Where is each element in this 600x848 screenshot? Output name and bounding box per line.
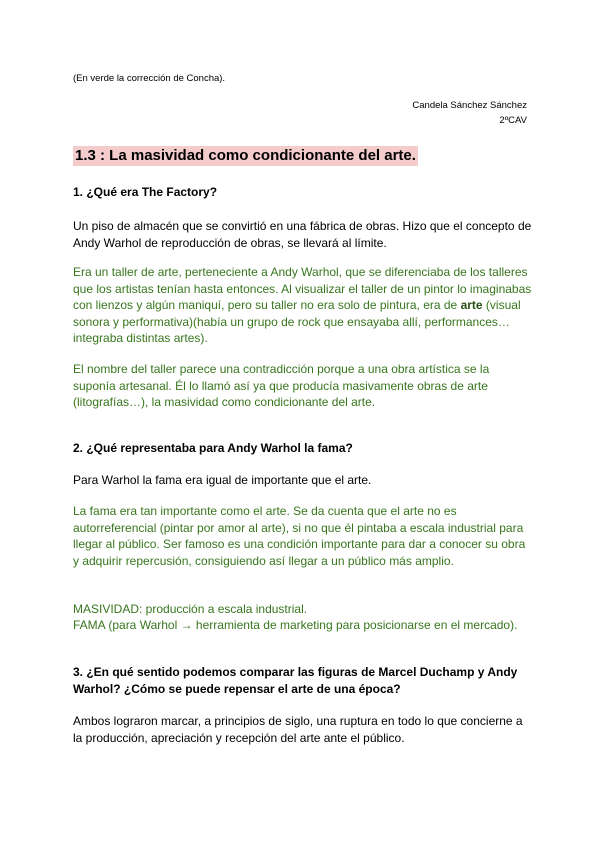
answer-3: Ambos lograron marcar, a principios de siglo, una ruptura en todo lo que concierne a la producción, apreciación y recepción del arte ante el público. [73,714,523,745]
definition-masividad: MASIVIDAD: producción a escala industrial. [73,602,308,616]
question-1: 1. ¿Qué era The Factory? [73,185,218,199]
author-block [412,98,527,128]
author-class: 2ºCAV [499,115,527,126]
correction-1a-bold: arte [460,298,483,312]
correction-1a-after: (visual sonora y performativa)(había un grupo de rock que ensayaba allí, performances… integraba distintas artes). [73,298,521,345]
question-2: 2. ¿Qué representaba para Andy Warhol la fama? [73,441,353,455]
correction-1a [73,264,533,347]
answer-1: Un piso de almacén que se convirtió en una fábrica de obras. Hizo que el concepto de Andy Warhol de reproducción de obras, se llevará al límite. [73,219,532,250]
correction-1a-before: Era un taller de arte, perteneciente a Andy Warhol, que se diferenciaba de los talleres que los artistas tenían hasta entonces. Al visualizar el taller de un pintor lo imaginabas con lienzos y algún maniquí, pero su taller no era solo de pintura, era de [73,265,532,312]
page-title: 1.3 : La masividad como condicionante del arte. [75,147,416,164]
correction-2: La fama era tan importante como el arte. Se da cuenta que el arte no es autorreferencial (pintar por amor al arte), si no que él pintaba a escala industrial para llegar al público. Ser famoso es una condición importante para dar a conocer su obra y adquirir repercusión, consiguiendo así llegar a un público más amplio. [73,504,526,568]
correction-note: (En verde la corrección de Concha). [73,73,226,84]
author-name: Candela Sánchez Sánchez [412,100,527,111]
answer-2: Para Warhol la fama era igual de importante que el arte. [73,473,372,487]
correction-1b: El nombre del taller parece una contradicción porque a una obra artística se la suponía artesanal. Él lo llamó así ya que producía masivamente obras de arte (litografías…), la masividad como condicionante del arte. [73,362,490,409]
definition-fama: FAMA (para Warhol → herramienta de marketing para posicionarse en el mercado). [73,618,518,632]
question-3: 3. ¿En qué sentido podemos comparar las figuras de Marcel Duchamp y Andy Warhol? ¿Cómo se puede repensar el arte de una época? [73,665,518,696]
